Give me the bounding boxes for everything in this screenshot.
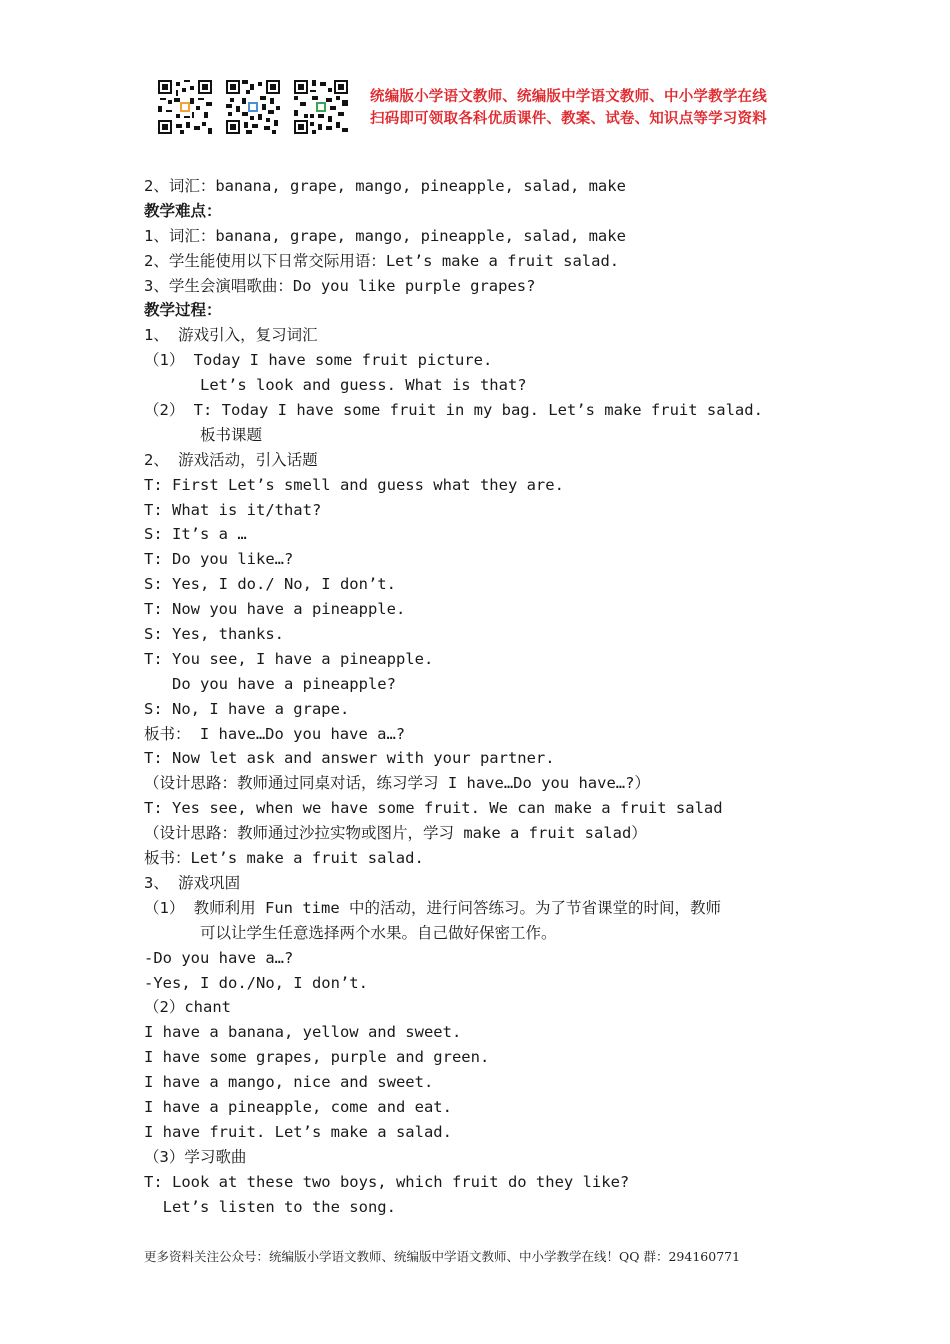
- header-banner: [158, 80, 798, 136]
- text-line: S: Yes, thanks.: [144, 625, 284, 644]
- section-heading: 教学难点：: [144, 201, 222, 220]
- text-line: T: Now let ask and answer with your partner.: [144, 749, 555, 768]
- text-line: （1） 教师利用 Fun time 中的活动，进行问答练习。为了节省课堂的时间，教师: [144, 898, 721, 917]
- footer-note: 更多资料关注公众号：统编版小学语文教师、统编版中学语文教师、中小学教学在线！QQ 群：294160771: [144, 1249, 741, 1264]
- text-line: I have fruit. Let’s make a salad.: [144, 1122, 452, 1141]
- text-line: S: It’s a …: [144, 525, 247, 544]
- text-line: 3、 游戏巩固: [144, 873, 241, 892]
- section-heading: 教学过程：: [144, 301, 222, 320]
- text-line: 1、 游戏引入，复习词汇: [144, 326, 318, 345]
- text-line: Let’s listen to the song.: [144, 1197, 396, 1216]
- text-line: -Do you have a…?: [144, 948, 294, 967]
- text-line: 3、学生会演唱歌曲：Do you like purple grapes?: [144, 276, 536, 295]
- text-line: （2） T: Today I have some fruit in my bag. Let’s make fruit salad.: [144, 401, 763, 420]
- text-line: 板书： I have…Do you have a…?: [144, 724, 406, 743]
- text-line: T: First Let’s smell and guess what they are.: [144, 475, 564, 494]
- text-line: I have a pineapple, come and eat.: [144, 1097, 452, 1116]
- header-line-2: 扫码即可领取各科优质课件、教案、试卷、知识点等学习资料: [370, 111, 767, 127]
- qr-code-icon[interactable]: [294, 80, 348, 134]
- text-line: （2）chant: [144, 998, 231, 1017]
- text-line: 2、 游戏活动，引入话题: [144, 450, 318, 469]
- text-line: T: Yes see, when we have some fruit. We can make a fruit salad: [144, 799, 723, 818]
- text-line: T: Look at these two boys, which fruit do they like?: [144, 1172, 630, 1191]
- qr-code-icon[interactable]: [158, 80, 212, 134]
- text-line: I have a banana, yellow and sweet.: [144, 1023, 462, 1042]
- text-line: I have some grapes, purple and green.: [144, 1048, 490, 1067]
- text-line: Let’s look and guess. What is that?: [144, 376, 527, 395]
- header-line-1: 统编版小学语文教师、统编版中学语文教师、中小学教学在线: [370, 89, 767, 105]
- text-line: 2、词汇：banana, grape, mango, pineapple, salad, make: [144, 177, 626, 195]
- lesson-plan-body: [144, 174, 824, 1219]
- text-line: 2、学生能使用以下日常交际用语：Let’s make a fruit salad.: [144, 251, 620, 270]
- text-line: T: Now you have a pineapple.: [144, 600, 406, 619]
- qr-code-icon[interactable]: [226, 80, 280, 134]
- text-line: （3）学习歌曲: [144, 1147, 247, 1166]
- text-line: 板书：Let’s make a fruit salad.: [144, 849, 424, 868]
- text-line: （设计思路：教师通过沙拉实物或图片，学习 make a fruit salad）: [144, 824, 647, 843]
- text-line: S: Yes, I do./ No, I don’t.: [144, 575, 396, 594]
- text-line: Do you have a pineapple?: [144, 674, 396, 693]
- text-line: T: Do you like…?: [144, 550, 294, 569]
- text-line: （1） Today I have some fruit picture.: [144, 351, 493, 370]
- text-line: T: You see, I have a pineapple.: [144, 649, 434, 668]
- text-line: 1、词汇：banana, grape, mango, pineapple, salad, make: [144, 226, 626, 245]
- text-line: T: What is it/that?: [144, 500, 322, 519]
- text-line: -Yes, I do./No, I don’t.: [144, 973, 368, 992]
- header-promo-text: [370, 86, 767, 130]
- text-line: 板书课题: [144, 425, 262, 444]
- text-line: 可以让学生任意选择两个水果。自己做好保密工作。: [144, 923, 557, 942]
- text-line: （设计思路：教师通过同桌对话，练习学习 I have…Do you have…?）: [144, 774, 650, 793]
- text-line: S: No, I have a grape.: [144, 699, 350, 718]
- text-line: I have a mango, nice and sweet.: [144, 1073, 434, 1092]
